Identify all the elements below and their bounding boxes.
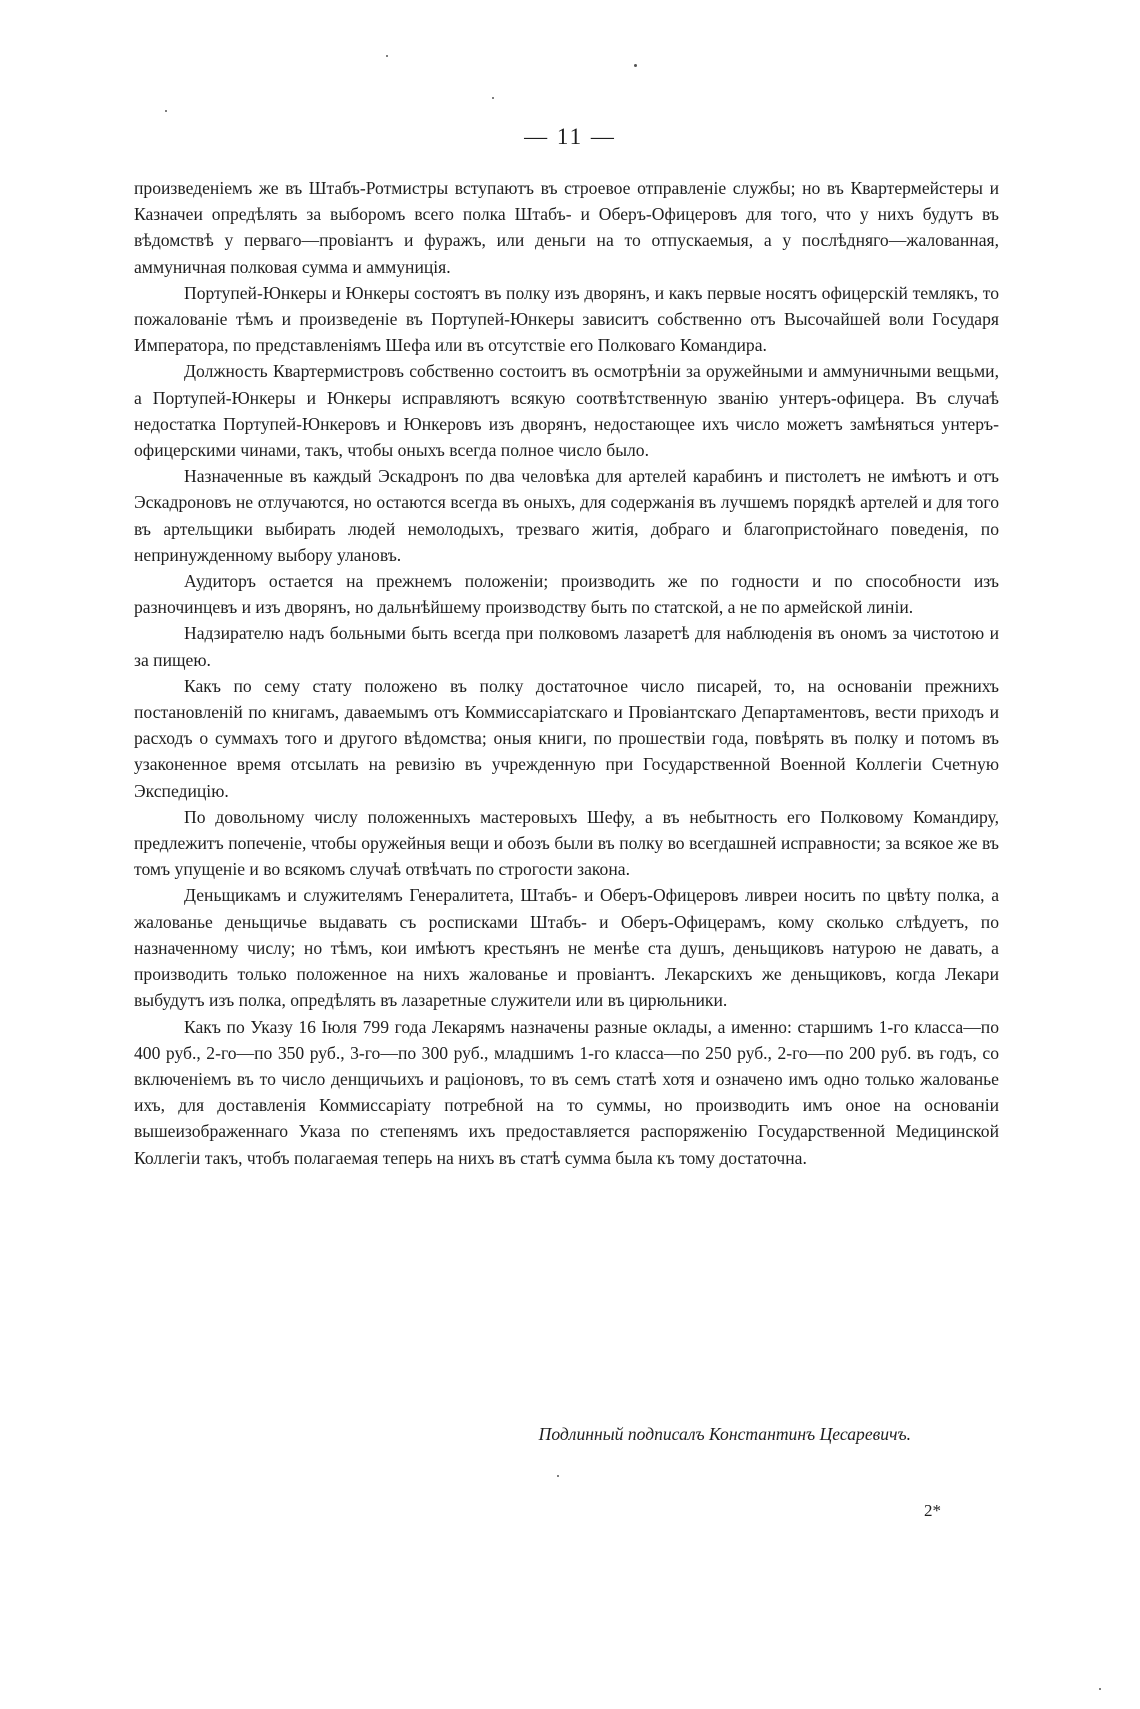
- paragraph: Какъ по Указу 16 Іюля 799 года Лекарямъ назначены разные оклады, а именно: старшимъ 1-го класса—по 400 руб., 2-го—по 350 руб., 3-го—по 300 руб., младшимъ 1-го класса—по 250 руб., 2-го—по 200 руб. въ годъ, со включеніемъ въ то число денщичьихъ и раціоновъ, то въ семъ статѣ хотя и означено имъ одно только жалованье ихъ, для доставленія Коммиссаріату потребной на то суммы, но производить имъ оное на основаніи вышеизображеннаго Указа по степенямъ ихъ предоставляется распоряженію Государственной Медицинской Коллегіи такъ, чтобъ полагаемая теперь на нихъ въ статѣ сумма была къ тому достаточна.: [134, 1016, 999, 1168]
- scan-speck: [634, 64, 637, 67]
- paragraph: По довольному числу положенныхъ мастеровыхъ Шефу, а въ небытность его Полковому Командиру, предлежитъ попеченіе, чтобы оружейныя вещи и обозъ были въ полку во всегдашней исправности; за всякое же въ томъ упущеніе и во всякомъ случаѣ отвѣчать по строгости закона.: [134, 806, 999, 880]
- scan-speck: [557, 1475, 559, 1477]
- scan-speck: [386, 55, 388, 57]
- signature-line: Подлинный подписалъ Константинъ Цесаревичъ.: [538, 1424, 911, 1444]
- scan-speck: [492, 97, 494, 99]
- paragraph: Назначенные въ каждый Эскадронъ по два человѣка для артелей карабинъ и пистолетъ не имѣютъ и отъ Эскадроновъ не отлучаются, но остаются всегда въ оныхъ, для содержанія въ лучшемъ порядкѣ артелей и для того въ артельщики выбирать людей немолодыхъ, трезваго житія, добраго и благопристойнаго поведенія, по непринужденному выбору улановъ.: [134, 466, 999, 565]
- document-body: [134, 175, 999, 1171]
- scan-speck: [165, 110, 167, 112]
- signature-mark: 2*: [924, 1501, 941, 1520]
- paragraph: произведеніемъ же въ Штабъ-Ротмистры вступаютъ въ строевое отправленіе службы; но въ Квартермейстеры и Казначеи опредѣлять за выборомъ всего полка Штабъ- и Оберъ-Офицеровъ для того, что у нихъ будутъ въ вѣдомствѣ у перваго—провіантъ и фуражъ, или деньги на то отпускаемыя, а у послѣдняго—жалованная, аммуничная полковая сумма и аммуниція.: [134, 178, 999, 277]
- scan-speck: [1099, 1688, 1101, 1690]
- paragraph: Портупей-Юнкеры и Юнкеры состоятъ въ полку изъ дворянъ, и какъ первые носятъ офицерскій темлякъ, то пожалованіе тѣмъ и произведеніе въ Портупей-Юнкеры зависитъ собственно отъ Высочайшей воли Государя Императора, по представленіямъ Шефа или въ отсутствіе его Полковаго Командира.: [134, 282, 999, 356]
- paragraph: Какъ по сему стату положено въ полку достаточное число писарей, то, на основаніи прежнихъ постановленій по книгамъ, даваемымъ отъ Коммиссаріатскаго и Провіантскаго Департаментовъ, вести приходъ и расходъ о суммахъ того и другого вѣдомства; оныя книги, по прошествіи года, повѣрять въ полку и потомъ въ узаконенное время отсылать на ревизію въ учрежденную при Государственной Военной Коллегіи Счетную Экспедицію.: [134, 675, 999, 801]
- paragraph: Надзирателю надъ больными быть всегда при полковомъ лазаретѣ для наблюденія въ ономъ за чистотою и за пищею.: [134, 623, 999, 670]
- page-number: — 11 —: [524, 124, 616, 149]
- paragraph: Деньщикамъ и служителямъ Генералитета, Штабъ- и Оберъ-Офицеровъ ливреи носить по цвѣту полка, а жалованье деньщичье выдавать съ росписками Штабъ- и Оберъ-Офицерамъ, кому сколько слѣдуетъ, по назначенному числу; но тѣмъ, кои имѣютъ крестьянъ не менѣе ста душъ, деньщиковъ натурою не давать, а производить только положенное на нихъ жалованье и провіантъ. Лекарскихъ же деньщиковъ, когда Лекари выбудутъ изъ полка, опредѣлять въ лазаретные служители или въ цирюльники.: [134, 885, 999, 1011]
- paragraph: Должность Квартермистровъ собственно состоитъ въ осмотрѣніи за оружейными и аммуничными вещьми, а Портупей-Юнкеры и Юнкеры исправляютъ всякую соотвѣтственную званію унтеръ-офицера. Въ случаѣ недостатка Портупей-Юнкеровъ и Юнкеровъ изъ дворянъ, недостающее ихъ число можетъ замѣняться унтеръ-офицерскими чинами, такъ, чтобы оныхъ всегда полное число было.: [134, 361, 999, 461]
- paragraph: Аудиторъ остается на прежнемъ положеніи; производить же по годности и по способности изъ разночинцевъ и изъ дворянъ, но дальнѣйшему производству быть по статской, а не по армейской линіи.: [134, 571, 999, 618]
